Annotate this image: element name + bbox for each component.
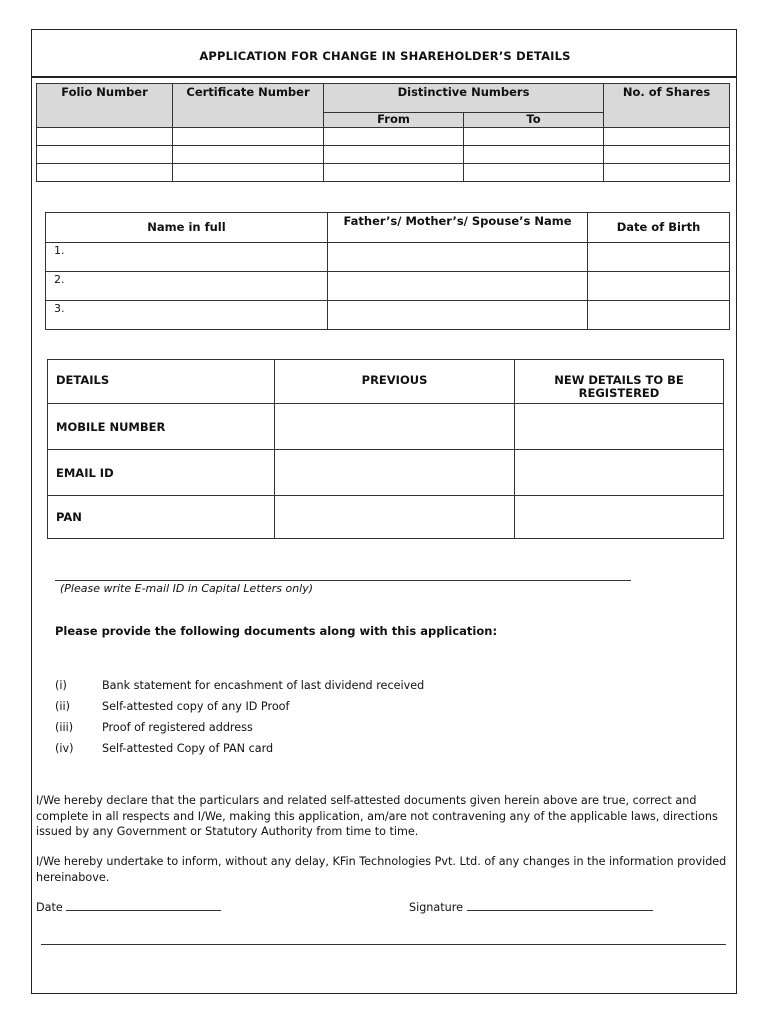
dob-cell[interactable] xyxy=(588,243,730,272)
folio-cell[interactable] xyxy=(37,128,173,146)
shares-cell[interactable] xyxy=(604,164,730,182)
header-folio-number: Folio Number xyxy=(37,84,173,128)
relative-name-cell[interactable] xyxy=(328,272,588,301)
certificate-cell[interactable] xyxy=(173,128,324,146)
mobile-number-label: MOBILE NUMBER xyxy=(48,404,275,450)
folio-cell[interactable] xyxy=(37,164,173,182)
table-row xyxy=(48,450,724,496)
list-item: (i) Bank statement for encashment of last dividend received xyxy=(55,679,425,692)
new-email-cell[interactable] xyxy=(515,450,724,496)
header-new-details: NEW DETAILS TO BE REGISTERED xyxy=(515,360,724,404)
header-previous: PREVIOUS xyxy=(275,360,515,404)
table-row xyxy=(37,146,730,164)
signature-label: Signature xyxy=(409,901,463,914)
signature-field xyxy=(409,900,653,914)
from-cell[interactable] xyxy=(324,164,464,182)
previous-mobile-cell[interactable] xyxy=(275,404,515,450)
to-cell[interactable] xyxy=(464,128,604,146)
to-cell[interactable] xyxy=(464,164,604,182)
from-cell[interactable] xyxy=(324,128,464,146)
holders-table xyxy=(45,212,730,330)
holder-name-cell[interactable]: 1. xyxy=(46,243,328,272)
date-label: Date xyxy=(36,901,63,914)
table-row xyxy=(37,164,730,182)
table-row xyxy=(48,496,724,539)
holder-name-cell[interactable]: 3. xyxy=(46,301,328,330)
shares-cell[interactable] xyxy=(604,146,730,164)
holder-name-cell[interactable]: 2. xyxy=(46,272,328,301)
title-divider xyxy=(31,76,737,78)
new-pan-cell[interactable] xyxy=(515,496,724,539)
from-cell[interactable] xyxy=(324,146,464,164)
documents-heading: Please provide the following documents along with this application: xyxy=(55,624,498,638)
details-table xyxy=(47,359,724,539)
new-mobile-cell[interactable] xyxy=(515,404,724,450)
email-note: (Please write E-mail ID in Capital Letters only) xyxy=(60,582,314,595)
dob-cell[interactable] xyxy=(588,301,730,330)
to-cell[interactable] xyxy=(464,146,604,164)
table-row xyxy=(46,301,730,330)
email-note-rule xyxy=(55,580,631,581)
certificate-cell[interactable] xyxy=(173,146,324,164)
table-row xyxy=(48,404,724,450)
documents-list xyxy=(55,679,424,763)
header-date-of-birth: Date of Birth xyxy=(588,213,730,243)
list-item: (iii) Proof of registered address xyxy=(55,721,253,734)
email-id-label: EMAIL ID xyxy=(48,450,275,496)
header-details: DETAILS xyxy=(48,360,275,404)
table-row xyxy=(46,243,730,272)
table-row xyxy=(46,272,730,301)
header-from: From xyxy=(324,113,464,128)
form-title: APPLICATION FOR CHANGE IN SHAREHOLDER’S DETAILS xyxy=(199,49,571,63)
dob-cell[interactable] xyxy=(588,272,730,301)
holding-table xyxy=(36,83,730,182)
relative-name-cell[interactable] xyxy=(328,301,588,330)
header-relative-name: Father’s/ Mother’s/ Spouse’s Name xyxy=(328,213,588,243)
header-to: To xyxy=(464,113,604,128)
header-distinctive-numbers: Distinctive Numbers xyxy=(324,84,604,113)
undertaking-text: I/We hereby undertake to inform, without any delay, KFin Technologies Pvt. Ltd. of any changes in the information provided hereinabove. xyxy=(36,855,727,884)
header-no-of-shares: No. of Shares xyxy=(604,84,730,128)
folio-cell[interactable] xyxy=(37,146,173,164)
relative-name-cell[interactable] xyxy=(328,243,588,272)
signature-input-line[interactable] xyxy=(467,900,653,911)
table-row xyxy=(37,128,730,146)
bottom-divider xyxy=(41,944,726,945)
previous-pan-cell[interactable] xyxy=(275,496,515,539)
date-input-line[interactable] xyxy=(66,900,221,911)
certificate-cell[interactable] xyxy=(173,164,324,182)
previous-email-cell[interactable] xyxy=(275,450,515,496)
header-certificate-number: Certificate Number xyxy=(173,84,324,128)
pan-label: PAN xyxy=(48,496,275,539)
date-field xyxy=(36,900,221,914)
header-name-in-full: Name in full xyxy=(46,213,328,243)
list-item: (ii) Self-attested copy of any ID Proof xyxy=(55,700,290,713)
list-item: (iv) Self-attested Copy of PAN card xyxy=(55,742,274,755)
shares-cell[interactable] xyxy=(604,128,730,146)
declaration-text: I/We hereby declare that the particulars and related self-attested documents given herein above are true, correct and complete in all respects and I/We, making this application, am/are not contravening any of the applicable laws, directions issued by any Government or Statutory Authority from time to time. xyxy=(36,794,718,838)
